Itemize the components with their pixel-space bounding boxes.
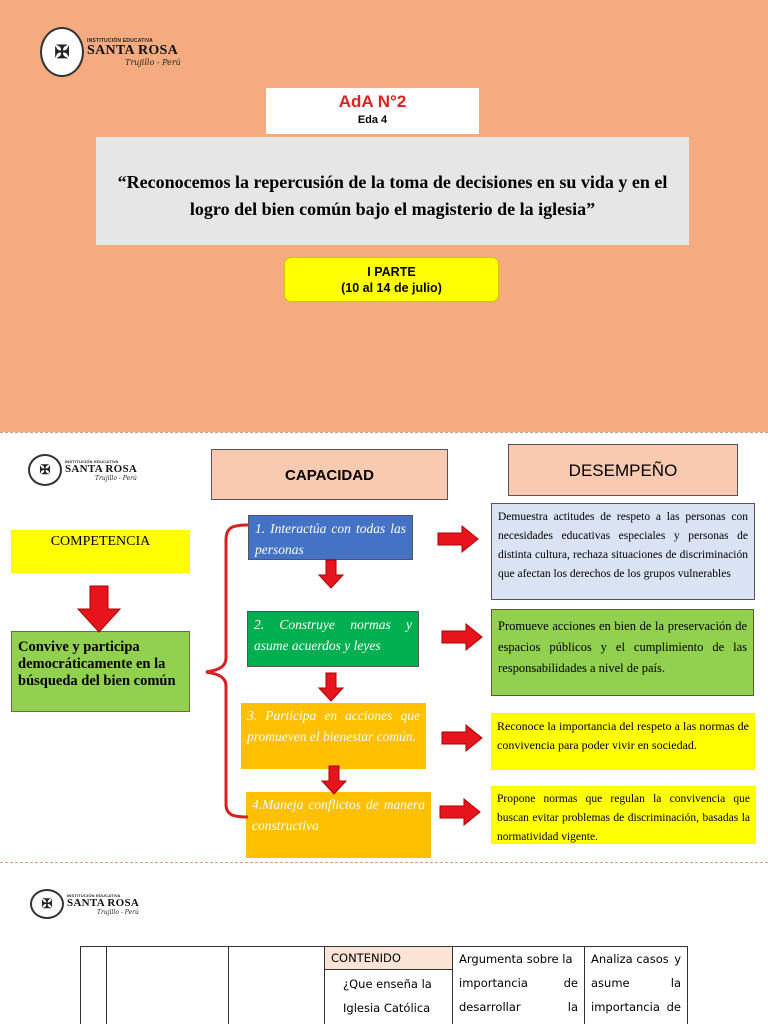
crest-icon: ✠ <box>40 27 84 77</box>
analiza-line-3a: importancia <box>591 1000 660 1014</box>
capacidad-header: CAPACIDAD <box>211 449 448 500</box>
arrow-right-icon <box>440 799 480 825</box>
argumenta-line-2b: de <box>563 976 578 990</box>
institution-logo <box>40 27 181 77</box>
argumenta-line-3b: la <box>567 1000 578 1014</box>
desempeno-3: Reconoce la importancia del respeto a las normas de convivencia para poder vivir en sociedad. <box>491 713 755 770</box>
parte-title: I PARTE <box>367 265 416 279</box>
institution-city: Trujillo - Perú <box>97 908 139 916</box>
arrow-down-icon <box>319 560 343 588</box>
argumenta-line-1: Argumenta sobre la <box>459 952 573 966</box>
contenido-cell <box>325 947 453 1024</box>
competencia-text: Convive y participa democráticamente en la búsqueda del bien común <box>11 631 190 712</box>
crest-icon: ✠ <box>30 889 64 919</box>
bracket-icon <box>206 525 248 817</box>
desempeno-4: Propone normas que regulan la convivencia que buscan evitar problemas de discriminación, basadas la normatividad vigente. <box>491 786 756 844</box>
capacidad-2: 2. Construye normas y asume acuerdos y leyes <box>247 611 419 667</box>
quote-text: “Reconocemos la repercusión de la toma de decisiones en su vida y en el logro del bien común bajo el magisterio de la iglesia” <box>117 172 668 219</box>
quote-box <box>96 137 689 245</box>
institution-small-line: INSTITUCIÓN EDUCATIVA <box>87 37 153 44</box>
institution-logo-small <box>30 889 139 919</box>
competencia-label: COMPETENCIA <box>11 530 190 573</box>
table-cell <box>229 947 325 1024</box>
argumenta-cell <box>453 947 585 1024</box>
arrow-right-icon <box>442 624 482 650</box>
table-cell <box>81 947 107 1024</box>
planning-table <box>80 946 688 1024</box>
arrow-right-icon <box>438 526 478 552</box>
analiza-cell <box>585 947 688 1024</box>
argumenta-line-2a: importancia <box>459 976 528 990</box>
institution-small-line: INSTITUCIÓN EDUCATIVA <box>65 458 119 464</box>
capacidad-4: 4.Maneja conflictos de manera constructiva <box>246 792 431 858</box>
capacidad-1: 1. Interactúa con todas las personas <box>248 515 413 560</box>
institution-city: Trujillo - Perú <box>95 474 137 482</box>
contenido-item-line-2: Iglesia Católica <box>343 1001 431 1015</box>
crest-icon: ✠ <box>28 454 62 486</box>
slide-divider <box>0 862 768 863</box>
analiza-line-3b: de <box>666 1000 681 1014</box>
arrow-down-icon <box>322 766 346 794</box>
parte-dates: (10 al 14 de julio) <box>341 281 442 295</box>
desempeno-1: Demuestra actitudes de respeto a las personas con necesidades educativas especiales y personas de distinta cultura, rechaza situaciones de discriminación que afectan los derechos de los grupos vulnerables <box>491 503 755 600</box>
institution-small-line: INSTITUCIÓN EDUCATIVA <box>67 892 121 898</box>
arrow-down-icon <box>319 673 343 701</box>
parte-box <box>284 257 499 302</box>
table-cell <box>107 947 229 1024</box>
arrow-right-icon <box>442 725 482 751</box>
flow-arrows <box>0 432 768 862</box>
capacidad-3: 3. Participa en acciones que promueven el bienestar común. <box>241 703 426 769</box>
eda-label: Eda 4 <box>357 114 388 126</box>
desempeno-header: DESEMPEÑO <box>508 444 738 496</box>
arrow-down-icon <box>78 586 120 632</box>
analiza-line-1b: y <box>674 952 681 966</box>
institution-name: SANTA ROSA <box>87 42 179 58</box>
institution-name: SANTA ROSA <box>65 462 138 475</box>
institution-city: Trujillo - Perú <box>125 57 181 67</box>
institution-name: SANTA ROSA <box>67 896 140 909</box>
table-row <box>81 947 688 1024</box>
argumenta-line-3a: desarrollar <box>459 1000 521 1014</box>
contenido-item-line-1: ¿Que enseña la <box>343 977 432 991</box>
analiza-line-2b: la <box>670 976 681 990</box>
desempeno-2: Promueve acciones en bien de la preservación de espacios públicos y el cumplimiento de las responsabilidades a nivel de país. <box>491 609 754 696</box>
analiza-line-2a: asume <box>591 976 630 990</box>
contenido-header: CONTENIDO <box>325 947 452 970</box>
ada-title: AdA N°2 <box>338 92 407 111</box>
analiza-line-1a: Analiza casos <box>591 952 669 966</box>
ada-box <box>266 88 479 134</box>
